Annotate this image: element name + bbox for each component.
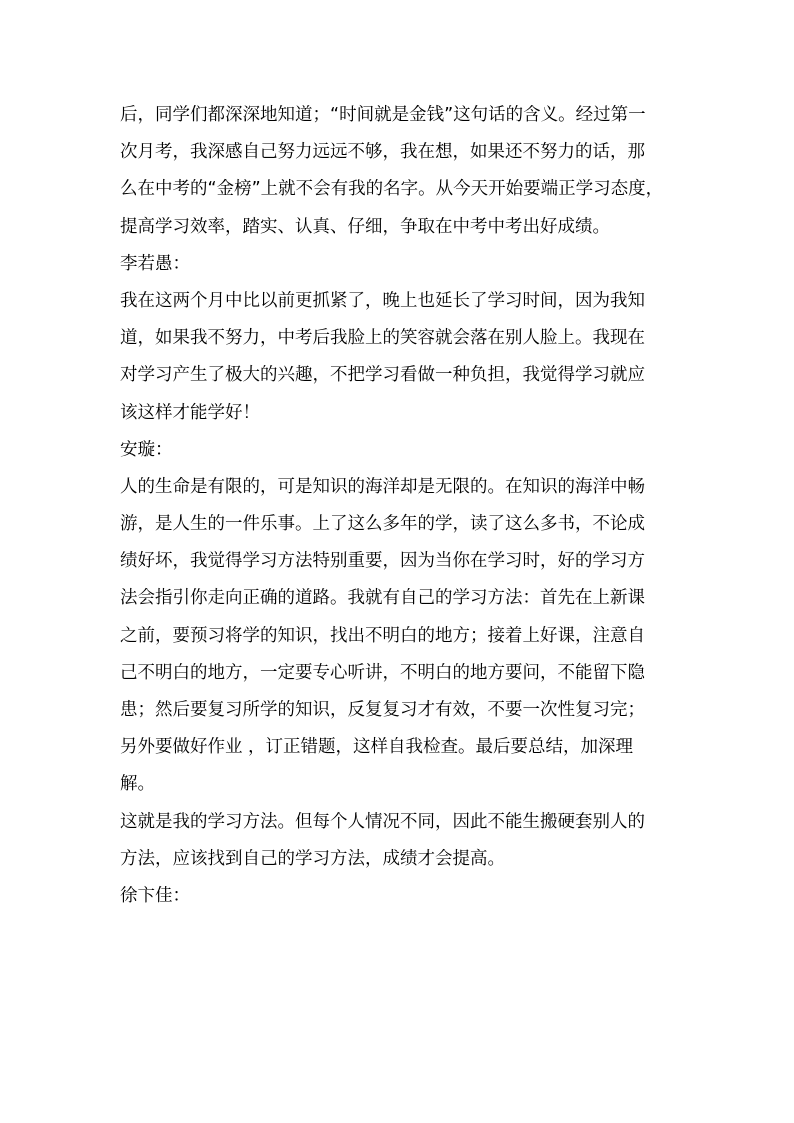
speaker-label: 安璇： <box>120 439 173 460</box>
text-line: 患；然后要复习所学的知识，反复复习才有效，不要一次性复习完； <box>120 700 645 720</box>
text-line: 这就是我的学习方法。但每个人情况不同，因此不能生搬硬套别人的 <box>120 811 645 832</box>
text-line: 之前，要预习将学的知识，找出不明白的地方；接着上好课，注意自 <box>120 625 645 646</box>
text-line: 次月考，我深感自己努力远远不够，我在想，如果还不努力的话，那 <box>120 142 645 163</box>
text-line: 提高学习效率，踏实、认真、仔细，争取在中考中考出好成绩。 <box>120 216 610 237</box>
text-line: 解。 <box>120 774 155 795</box>
text-line: 对学习产生了极大的兴趣，不把学习看做一种负担，我觉得学习就应 <box>120 365 645 386</box>
speaker-label: 李若愚： <box>120 253 190 274</box>
text-line: 我在这两个月中比以前更抓紧了，晚上也延长了学习时间，因为我知 <box>120 290 645 311</box>
text-line: 道，如果我不努力，中考后我脸上的笑容就会落在别人脸上。我现在 <box>120 328 645 349</box>
text-line: 己不明白的地方，一定要专心听讲，不明白的地方要问，不能留下隐 <box>120 662 645 683</box>
text-line: 绩好坏，我觉得学习方法特别重要，因为当你在学习时，好的学习方 <box>120 551 645 572</box>
text-line: 另外要做好作业 ，订正错题，这样自我检查。最后要总结，加深理 <box>120 737 634 758</box>
text-line: 后，同学们都深深地知道；“时间就是金钱”这句话的含义。经过第一 <box>120 105 646 125</box>
text-line: 法会指引你走向正确的道路。我就有自己的学习方法：首先在上新课 <box>120 588 645 609</box>
speaker-label: 徐卞佳： <box>120 885 190 906</box>
text-line: 游，是人生的一件乐事。上了这么多年的学，读了这么多书，不论成 <box>120 514 645 535</box>
text-line: 该这样才能学好！ <box>120 402 260 423</box>
text-line: 方法，应该找到自己的学习方法，成绩才会提高。 <box>120 848 505 869</box>
document-body <box>120 97 676 915</box>
text-line: 人的生命是有限的，可是知识的海洋却是无限的。在知识的海洋中畅 <box>120 476 645 497</box>
text-line: 么在中考的“金榜”上就不会有我的名字。从今天开始要端正学习态度， <box>120 179 664 200</box>
